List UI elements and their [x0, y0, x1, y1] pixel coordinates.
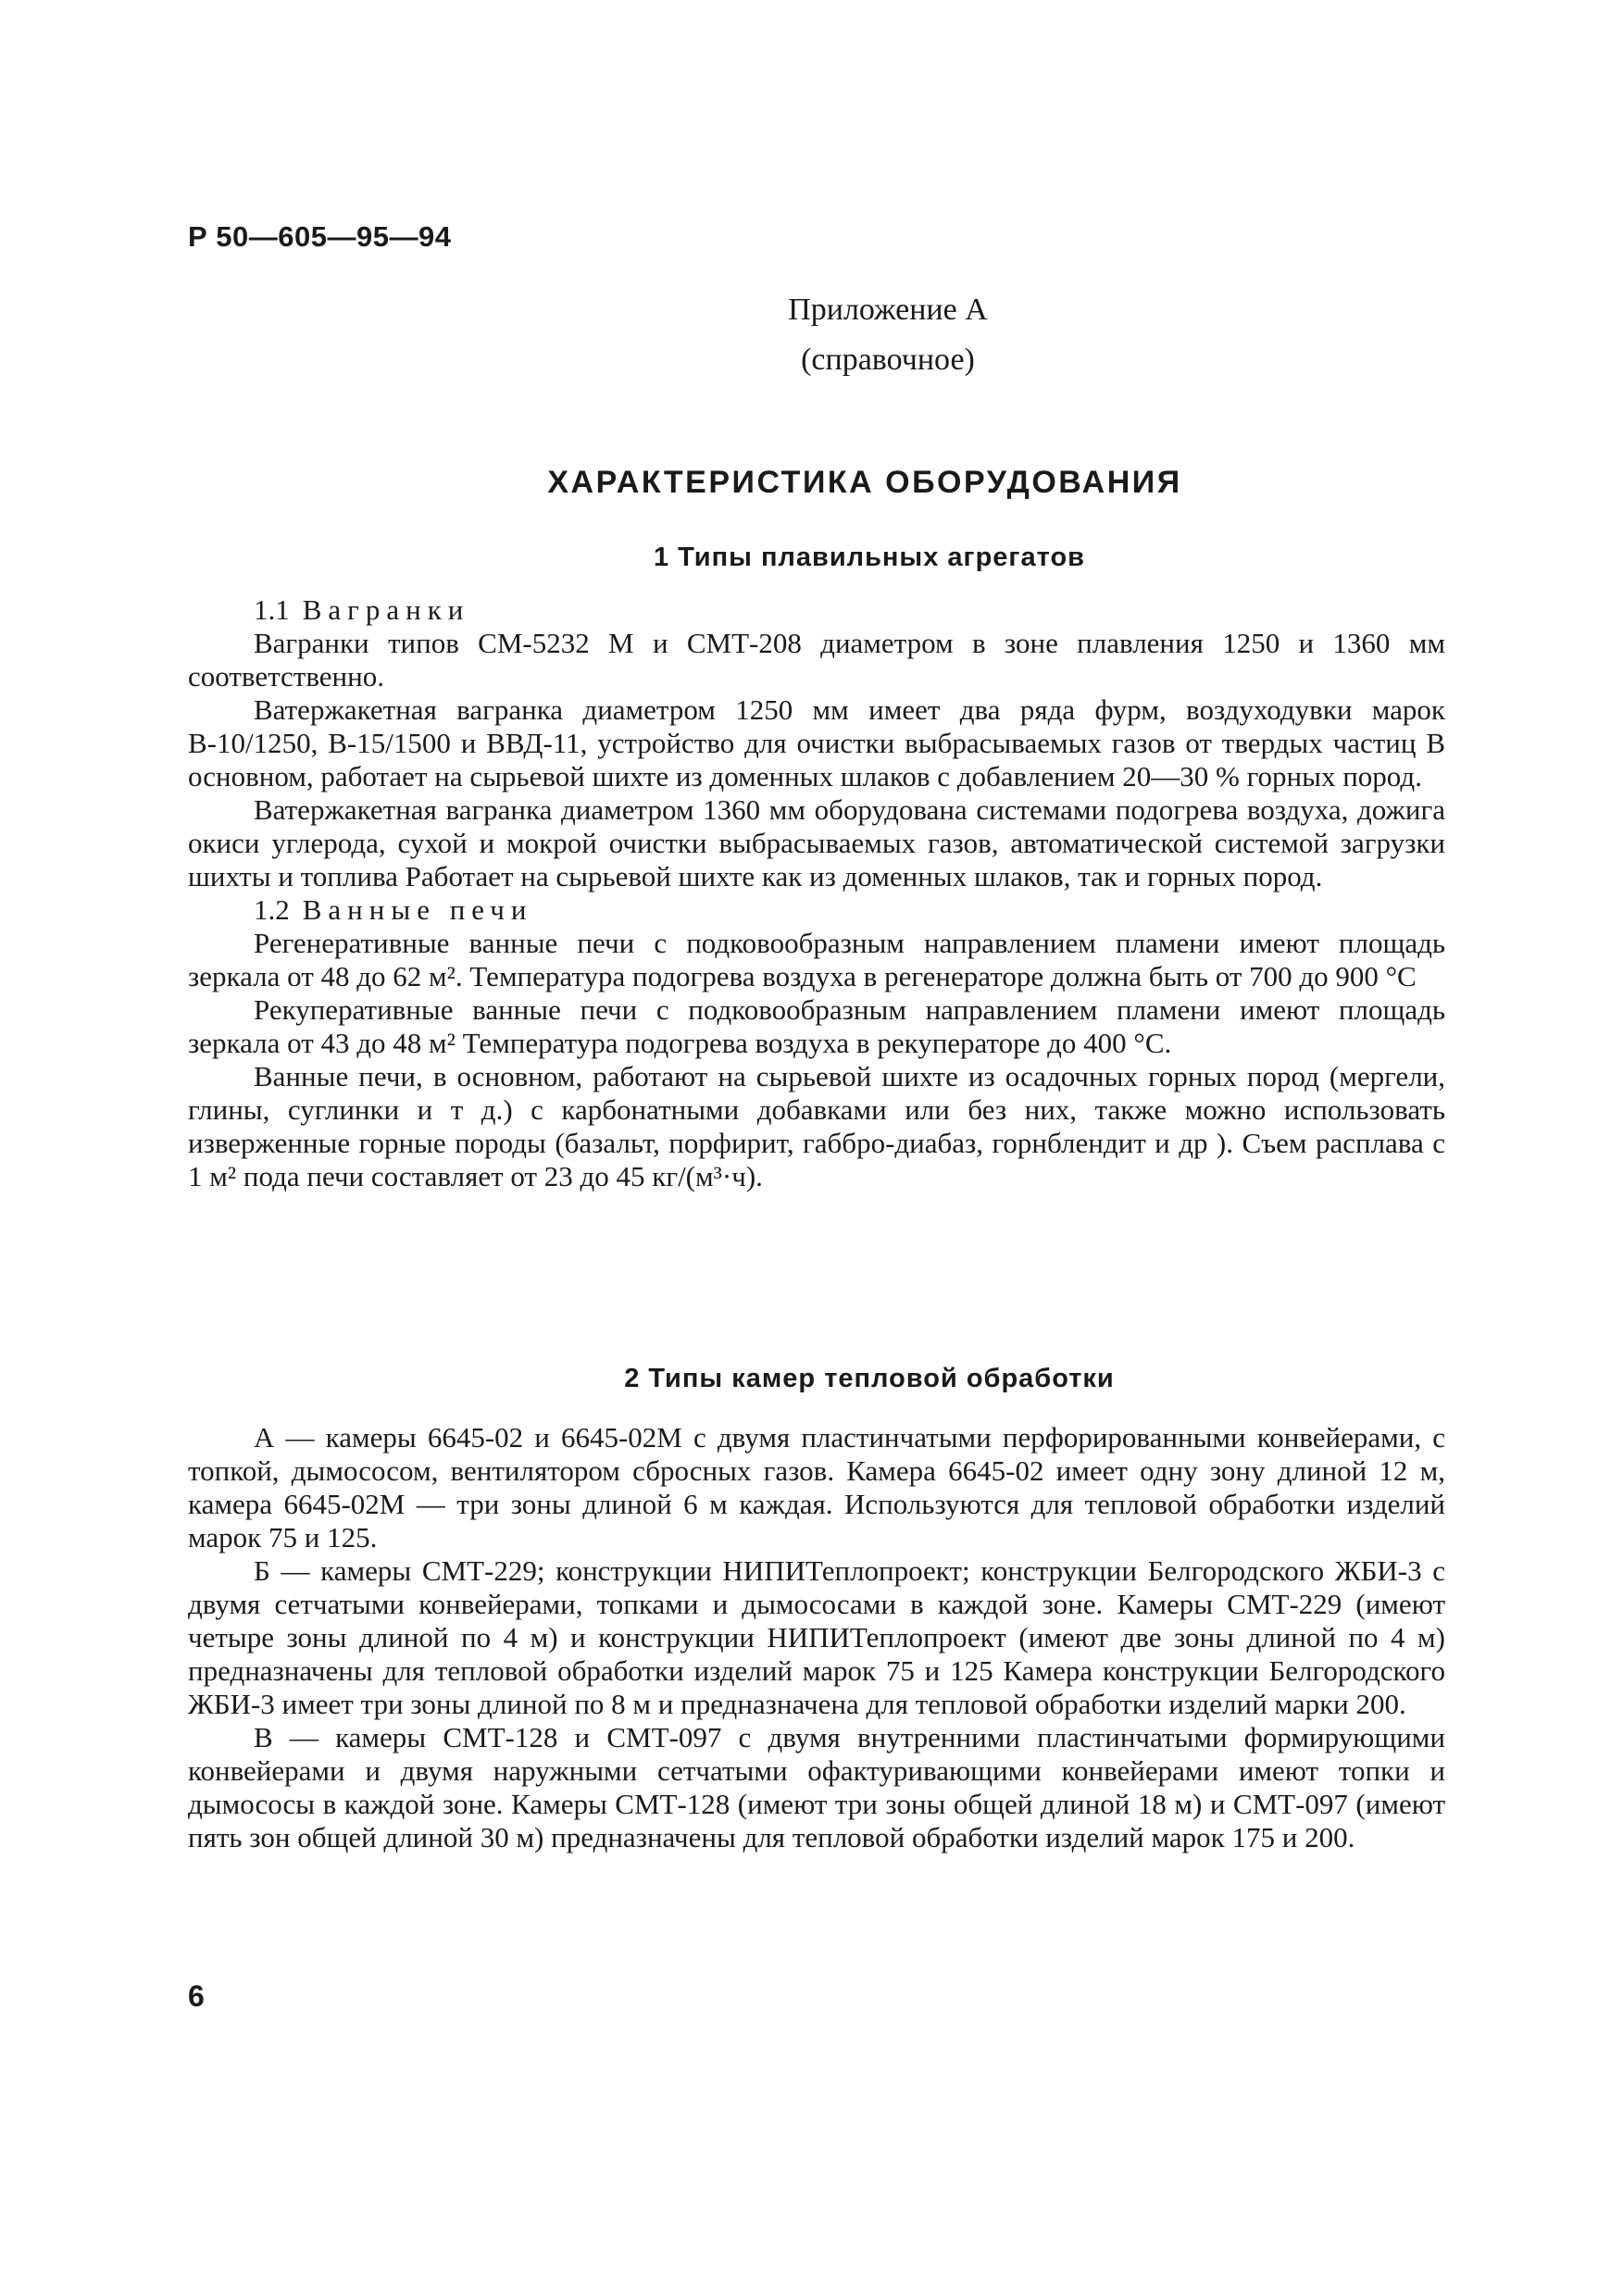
paragraph: А — камеры 6645-02 и 6645-02М с двумя пластинчатыми перфорированными конвейерами, с топкой, дымососом, вентилятором сбросных газов. Камера 6645-02 имеет одну зону длиной 12 м, камера 6645-02М — три зоны длиной 6 м каждая. Используются для тепловой обработки изделий марок 75 и 125.	[188, 1421, 1445, 1554]
appendix-label: Приложение А	[788, 293, 988, 327]
paragraph: В — камеры СМТ-128 и СМТ-097 с двумя внутренними пластинчатыми формирующими конвейерами и двумя наружными сетчатыми офактуривающими конвейерами имеют топки и дымососы в каждой зоне. Камеры СМТ-128 (имеют три зоны общей длиной 18 м) и СМТ-097 (имеют пять зон общей длиной 30 м) предназначены для тепловой обработки изделий марок 175 и 200.	[188, 1721, 1445, 1853]
paragraph: Ватержакетная вагранка диаметром 1250 мм имеет два ряда фурм, воздуходувки марок В-10/1250, В-15/1500 и ВВД-11, устройство для очистки выбрасываемых газов от твердых частиц В основном, работает на сырьевой шихте из доменных шлаков с добавлением 20—30 % горных пород.	[188, 693, 1445, 792]
appendix-type: (справочное)	[801, 343, 975, 377]
section-1-title: 1 Типы плавильных агрегатов	[653, 543, 1086, 572]
subsection-1-1-number: 1.1	[254, 593, 290, 626]
section-2-title: 2 Типы камер тепловой обработки	[624, 1364, 1115, 1393]
paragraph: Регенеративные ванные печи с подковообразным направлением пламени имеют площадь зеркала от 48 до 62 м². Температура подогрева воздуха в регенераторе должна быть от 700 до 900 °С	[188, 927, 1445, 992]
page-title: ХАРАКТЕРИСТИКА ОБОРУДОВАНИЯ	[547, 465, 1182, 500]
subsection-1-1-title: Вагранки	[302, 593, 470, 626]
page-number: 6	[188, 1979, 205, 2013]
section-1-body	[188, 593, 1445, 1193]
subsection-1-2-title: Ванные печи	[302, 893, 533, 926]
paragraph: Ванные печи, в основном, работают на сырьевой шихте из осадочных горных пород (мергели, глины, суглинки и т д.) с карбонатными добавками или без них, также можно использовать изверженные горные породы (базальт, порфирит, габбро-диабаз, горнблендит и др ). Съем расплава с 1 м² пода печи составляет от 23 до 45 кг/(м³·ч).	[188, 1060, 1445, 1192]
subsection-1-2-number: 1.2	[254, 893, 290, 926]
paragraph: Б — камеры СМТ-229; конструкции НИПИТеплопроект; конструкции Белгородского ЖБИ-3 с двумя сетчатыми конвейерами, топками и дымососами в каждой зоне. Камеры СМТ-229 (имеют четыре зоны длиной по 4 м) и конструкции НИПИТеплопроект (имеют две зоны длиной по 4 м) предназначены для тепловой обработки изделий марок 75 и 125 Камера конструкции Белгородского ЖБИ-3 имеет три зоны длиной по 8 м и предназначена для тепловой обработки изделий марки 200.	[188, 1554, 1445, 1720]
paragraph: Рекуперативные ванные печи с подковообразным направлением пламени имеют площадь зеркала от 43 до 48 м² Температура подогрева воздуха в рекуператоре до 400 °С.	[188, 993, 1445, 1059]
section-2-body	[188, 1421, 1445, 1854]
subsection-1-2-heading	[188, 893, 1445, 927]
paragraph: Вагранки типов СМ-5232 М и СМТ-208 диаметром в зоне плавления 1250 и 1360 мм соответственно.	[188, 627, 1445, 693]
paragraph: Ватержакетная вагранка диаметром 1360 мм оборудована системами подогрева воздуха, дожига окиси углерода, сухой и мокрой очистки выбрасываемых газов, автоматической системой загрузки шихты и топлива Работает на сырьевой шихте как из доменных шлаков, так и горных пород.	[188, 793, 1445, 892]
document-code: Р 50—605—95—94	[188, 220, 452, 253]
subsection-1-1-heading	[188, 593, 1445, 627]
